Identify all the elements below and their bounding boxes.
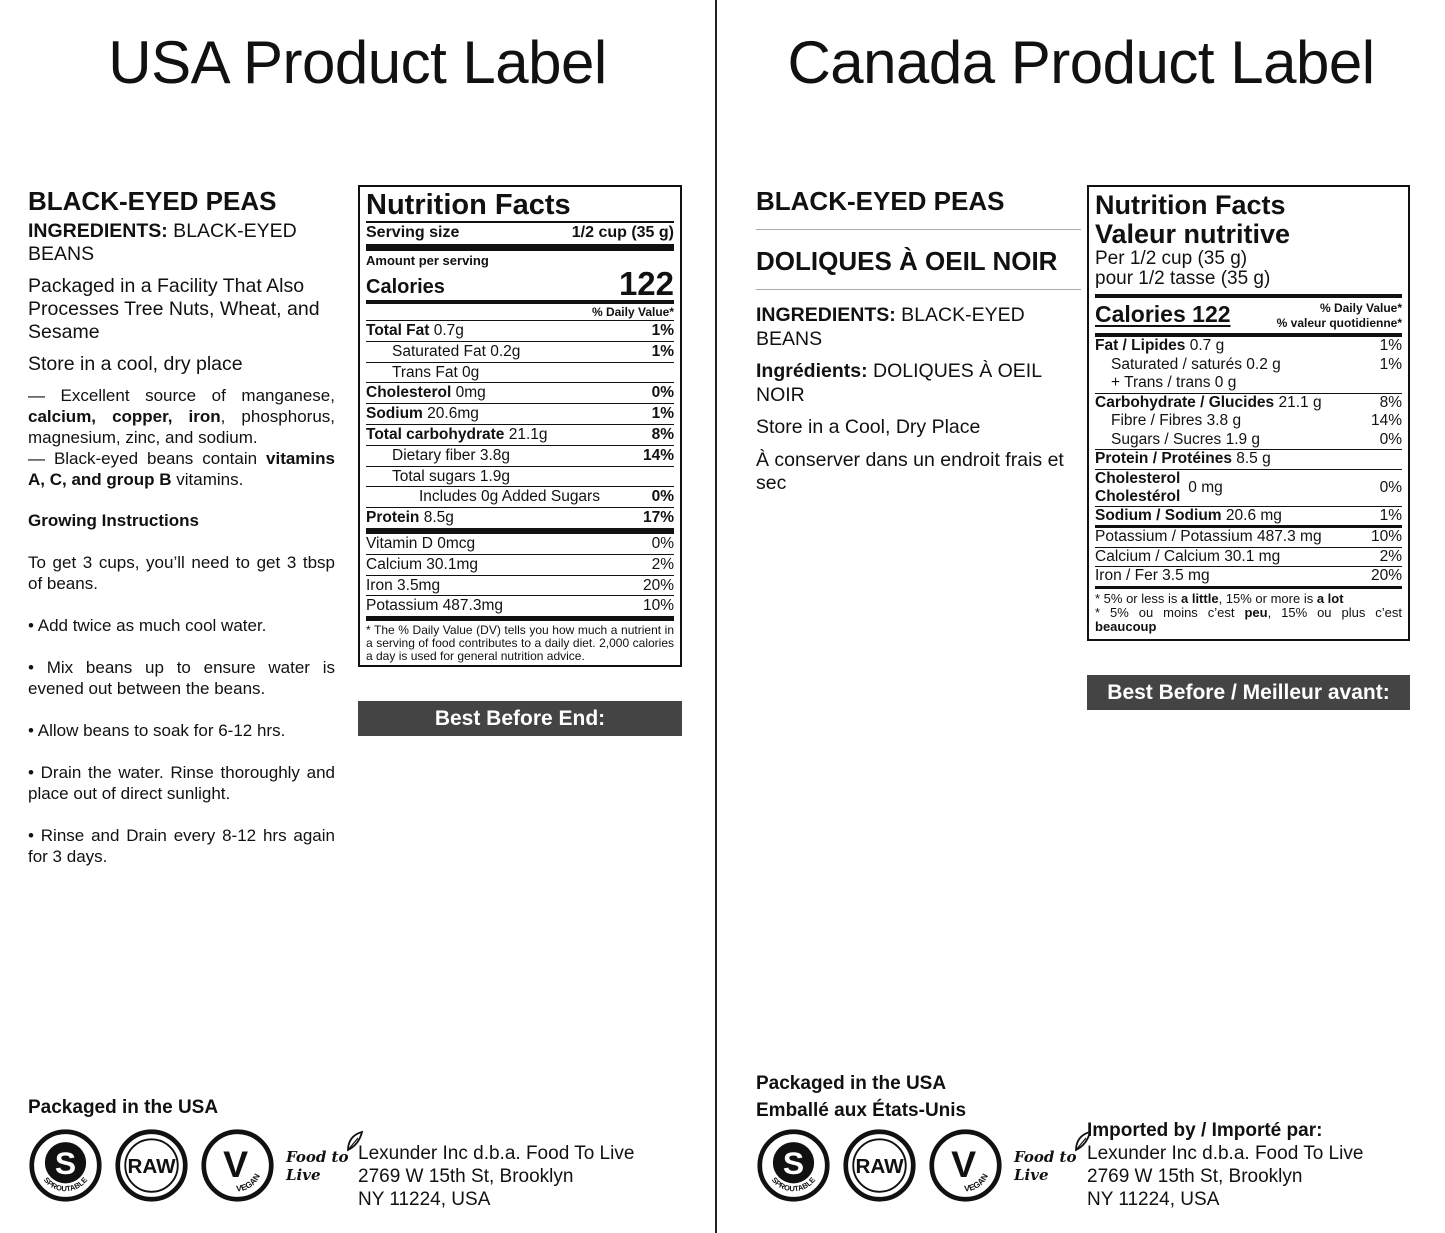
center-divider — [715, 0, 717, 1233]
food-to-live-logo: Food to Live — [1014, 1148, 1092, 1184]
canada-nutrition-facts — [1087, 185, 1410, 641]
usa-storage-note: Store in a cool, dry place — [28, 353, 243, 375]
canada-storage-fr: À conserver dans un endroit frais et sec — [756, 448, 1064, 494]
vitamin-row: Calcium 30.1mg 2% — [366, 555, 674, 576]
growing-step: • Rinse and Drain every 8-12 hrs again for 3 days. — [28, 826, 335, 866]
nutrient-row: Calcium / Calcium 30.1 mg 2% — [1095, 548, 1402, 568]
svg-text:V: V — [951, 1142, 977, 1185]
canada-ingredients-fr: Ingrédients: DOLIQUES À OEIL NOIR — [756, 360, 1042, 406]
vitamin-row: Iron 3.5mg 20% — [366, 576, 674, 597]
growing-heading: Growing Instructions — [28, 511, 199, 530]
calories-row: Calories 122 — [366, 265, 674, 302]
daily-value-header: % Daily Value* — [366, 304, 674, 321]
nutrient-row: Includes 0g Added Sugars 0% — [366, 487, 674, 508]
calories-row: Calories 122 % Daily Value* % valeur quotidienne* — [1095, 294, 1402, 337]
food-to-live-logo: Food to Live — [286, 1148, 364, 1184]
usa-benefits — [28, 385, 335, 490]
usa-best-before: Best Before End: — [358, 701, 682, 736]
nutrient-row: Trans Fat 0g — [366, 363, 674, 384]
benefit-vitamins: — Black-eyed beans contain vitamins A, C, and group B vitamins. — [28, 449, 335, 489]
growing-step: • Drain the water. Rinse thoroughly and place out of direct sunlight. — [28, 763, 335, 803]
nutrient-row: Potassium / Potassium 487.3 mg 10% — [1095, 528, 1402, 548]
usa-label-title: USA Product Label — [108, 29, 607, 96]
growing-instructions — [28, 510, 335, 867]
svg-text:RAW: RAW — [127, 1155, 176, 1178]
canada-packaged-in: Packaged in the USA Emballé aux États-Unis — [756, 1073, 967, 1121]
serving-en: Per 1/2 cup (35 g) — [1095, 248, 1248, 269]
growing-step: • Allow beans to soak for 6-12 hrs. — [28, 721, 286, 740]
sproutable-icon — [28, 1128, 103, 1203]
canada-certification-badges — [756, 1128, 1092, 1203]
serving-fr: pour 1/2 tasse (35 g) — [1095, 268, 1271, 289]
serving-size: Serving size 1/2 cup (35 g) — [366, 223, 674, 251]
nutrient-row: Protein 8.5g 17% — [366, 508, 674, 534]
usa-product-name: BLACK-EYED PEAS — [28, 186, 277, 216]
canada-product-info — [756, 186, 1081, 505]
svg-text:SPROUTABLE: SPROUTABLE — [769, 1175, 818, 1194]
usa-product-info — [28, 186, 335, 888]
svg-text:SPROUTABLE: SPROUTABLE — [41, 1175, 90, 1194]
growing-step: • Mix beans up to ensure water is evened out between the beans. — [28, 658, 335, 698]
nutrient-row: Fibre / Fibres 3.8 g 14% — [1111, 412, 1402, 429]
usa-nutrition-facts — [358, 185, 682, 667]
canada-product-name-fr: DOLIQUES À OEIL NOIR — [756, 230, 1081, 290]
vegan-icon — [928, 1128, 1003, 1203]
canada-storage-en: Store in a Cool, Dry Place — [756, 416, 981, 438]
nutrient-row: Fat / Lipides 0.7 g 1% — [1095, 337, 1402, 354]
raw-icon — [842, 1128, 917, 1203]
usa-allergen-note: Packaged in a Facility That Also Processes Tree Nuts, Wheat, and Sesame — [28, 275, 320, 343]
nutrient-row: Total sugars 1.9g — [366, 467, 674, 488]
canada-product-name-en: BLACK-EYED PEAS — [756, 186, 1081, 230]
svg-text:S: S — [54, 1144, 77, 1181]
nf-footnote: * 5% or less is a little, 15% or more is a lot * 5% ou moins c’est peu, 15% ou plus c’est beaucoup — [1095, 590, 1402, 634]
growing-step: • Add twice as much cool water. — [28, 616, 267, 635]
nutrient-row: Cholesterol 0mg 0% — [366, 383, 674, 404]
nutrient-row: Iron / Fer 3.5 mg 20% — [1095, 567, 1402, 589]
nutrient-row: Protein / Protéines 8.5 g — [1095, 450, 1402, 470]
sproutable-icon — [756, 1128, 831, 1203]
nutrient-row: + Trans / trans 0 g — [1095, 374, 1402, 394]
canada-label-title: Canada Product Label — [787, 29, 1375, 96]
growing-step: To get 3 cups, you’ll need to get 3 tbsp of beans. — [28, 553, 335, 593]
svg-text:S: S — [782, 1144, 805, 1181]
nutrient-row: Total Fat 0.7g 1% — [366, 321, 674, 342]
vitamin-row: Potassium 487.3mg 10% — [366, 596, 674, 621]
nutrient-row: Cholesterol Cholestérol 0 mg 0% — [1095, 469, 1402, 505]
raw-icon — [114, 1128, 189, 1203]
nutrient-row: Saturated / saturés 0.2 g 1% — [1111, 355, 1402, 373]
vegan-icon — [200, 1128, 275, 1203]
nutrient-row: Saturated Fat 0.2g 1% — [366, 342, 674, 363]
canada-importer-address: Imported by / Importé par: Lexunder Inc d.b.a. Food To Live 2769 W 15th St, Brooklyn NY 11224, USA — [1087, 1120, 1364, 1210]
usa-certification-badges — [28, 1128, 364, 1203]
usa-packaged-in: Packaged in the USA — [28, 1097, 219, 1118]
nutrient-row: Carbohydrate / Glucides 21.1 g 8% — [1095, 393, 1402, 411]
usa-ingredients: INGREDIENTS: BLACK-EYED BEANS — [28, 220, 297, 265]
canada-ingredients-en: INGREDIENTS: BLACK-EYED BEANS — [756, 304, 1025, 350]
svg-text:V: V — [223, 1142, 249, 1185]
svg-text:VEGAN: VEGAN — [235, 1171, 262, 1194]
nutrient-row: Sodium / Sodium 20.6 mg 1% — [1095, 507, 1402, 529]
nf-title-fr: Valeur nutritive — [1095, 219, 1291, 249]
benefit-minerals: — Excellent source of manganese, calcium, copper, iron, phosphorus, magnesium, zinc, and sodium. — [28, 386, 335, 447]
nf-footnote: * The % Daily Value (DV) tells you how much a nutrient in a serving of food contributes to a daily diet. 2,000 calories a day is used for general nutrition advice. — [366, 623, 674, 664]
nf-title-en: Nutrition Facts — [1095, 190, 1286, 220]
nutrient-row: Sodium 20.6mg 1% — [366, 404, 674, 425]
nf-title: Nutrition Facts — [366, 190, 674, 223]
nutrient-row: Sugars / Sucres 1.9 g 0% — [1095, 431, 1402, 451]
svg-text:VEGAN: VEGAN — [963, 1171, 990, 1194]
nutrient-row: Total carbohydrate 21.1g 8% — [366, 425, 674, 446]
usa-company-address: Lexunder Inc d.b.a. Food To Live 2769 W 15th St, Brooklyn NY 11224, USA — [358, 1143, 635, 1210]
vitamin-row: Vitamin D 0mcg 0% — [366, 534, 674, 555]
amount-per-serving: Amount per serving — [366, 253, 489, 268]
svg-text:RAW: RAW — [855, 1155, 904, 1178]
nutrient-row: Dietary fiber 3.8g 14% — [366, 446, 674, 467]
canada-best-before: Best Before / Meilleur avant: — [1087, 675, 1410, 710]
